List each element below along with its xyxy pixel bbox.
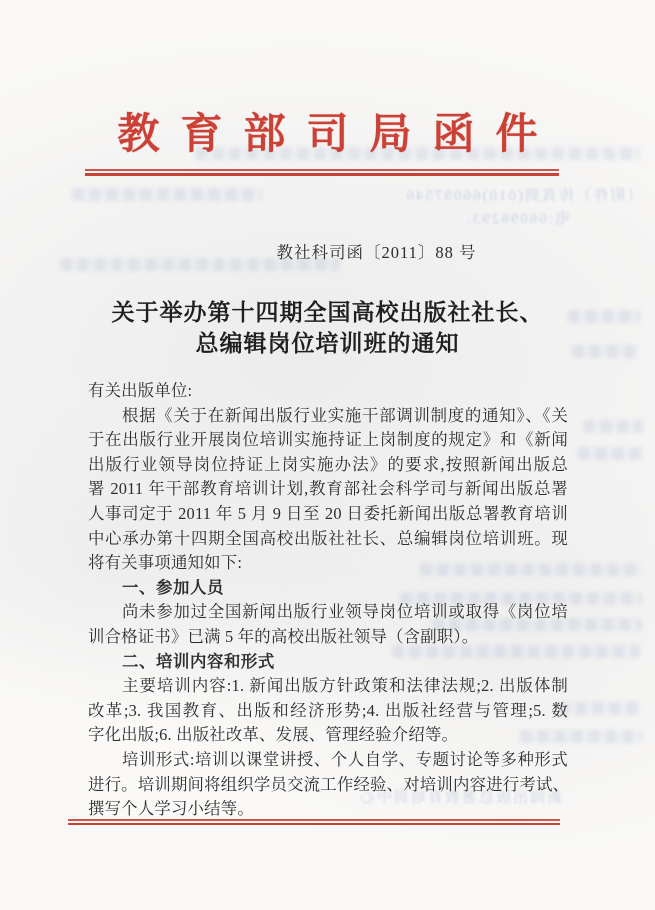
document-number: 教社科司函〔2011〕88 号 (276, 243, 477, 262)
bleed-through-text: 新闻出版总署教育培训中心 (357, 790, 562, 806)
body-line: 有关出版单位: (88, 381, 193, 400)
body-line: 尚未参加过全国新闻出版行业领导岗位培训或取得《岗位培 (122, 602, 568, 622)
bleed-through-smudge (558, 702, 642, 715)
rule-thin-line (85, 169, 559, 171)
body-line: 训合格证书》已满 5 年的高校出版社领导（含副职）。 (88, 626, 479, 646)
rule-thin-line (68, 819, 560, 821)
rule-thick-line (85, 173, 559, 176)
body-line: 中心承办第十四期全国高校出版社社长、总编辑岗位培训班。现 (88, 528, 568, 548)
body-line: 于在出版行业开展岗位培训实施持证上岗制度的规定》和《新闻 (88, 430, 568, 450)
body-line: 改革;3. 我国教育、出版和经济形势;4. 出版社经营与管理;5. 数 (88, 700, 568, 720)
body-line: 二、培训内容和形式 (122, 652, 275, 671)
body-line: 培训形式:培训以课堂讲授、个人自学、专题讨论等多种形式 (122, 749, 568, 769)
bleed-through-text: （附件）传真到(010)66097546 (404, 188, 642, 204)
bleed-through-smudge (72, 188, 262, 201)
masthead-title: 教育部司局函件 (117, 112, 559, 158)
bleed-through-text: 电:66096293. (465, 211, 570, 227)
rule-thick-line (68, 823, 560, 825)
document-title-line-2: 总编辑岗位培训班的通知 (195, 331, 460, 356)
body-line: 撰写个人学习小结等。 (88, 799, 254, 819)
document-title (0, 297, 655, 359)
body-line: 进行。培训期间将组织学员交流工作经验、对培训内容进行考试、 (88, 774, 570, 794)
body-line: 根据《关于在新闻出版行业实施干部调训制度的通知》、《关 (122, 405, 568, 425)
body-line: 署 2011 年干部教育培训计划,教育部社会科学司与新闻出版总署 (88, 479, 568, 499)
body-line: 一、参加人员 (122, 578, 224, 597)
body-line: 将有关事项通知如下: (88, 553, 243, 573)
document-body (88, 379, 568, 822)
document-title-line-1: 关于举办第十四期全国高校出版社社长、 (111, 300, 544, 325)
body-line: 人事司定于 2011 年 5 月 9 日至 20 日委托新闻出版总署教育培训 (88, 503, 568, 523)
footer-double-rule (68, 819, 560, 825)
body-line: 出版行业领导岗位持证上岗实施办法》的要求,按照新闻出版总 (88, 454, 568, 474)
bleed-through-smudge (578, 447, 642, 460)
header-double-rule (85, 169, 559, 176)
bleed-through-smudge (583, 420, 643, 433)
body-line: 主要培训内容:1. 新闻出版方针政策和法律法规;2. 出版体制 (122, 676, 568, 696)
body-line: 字化出版;6. 出版社改革、发展、管理经验介绍等。 (88, 725, 459, 745)
